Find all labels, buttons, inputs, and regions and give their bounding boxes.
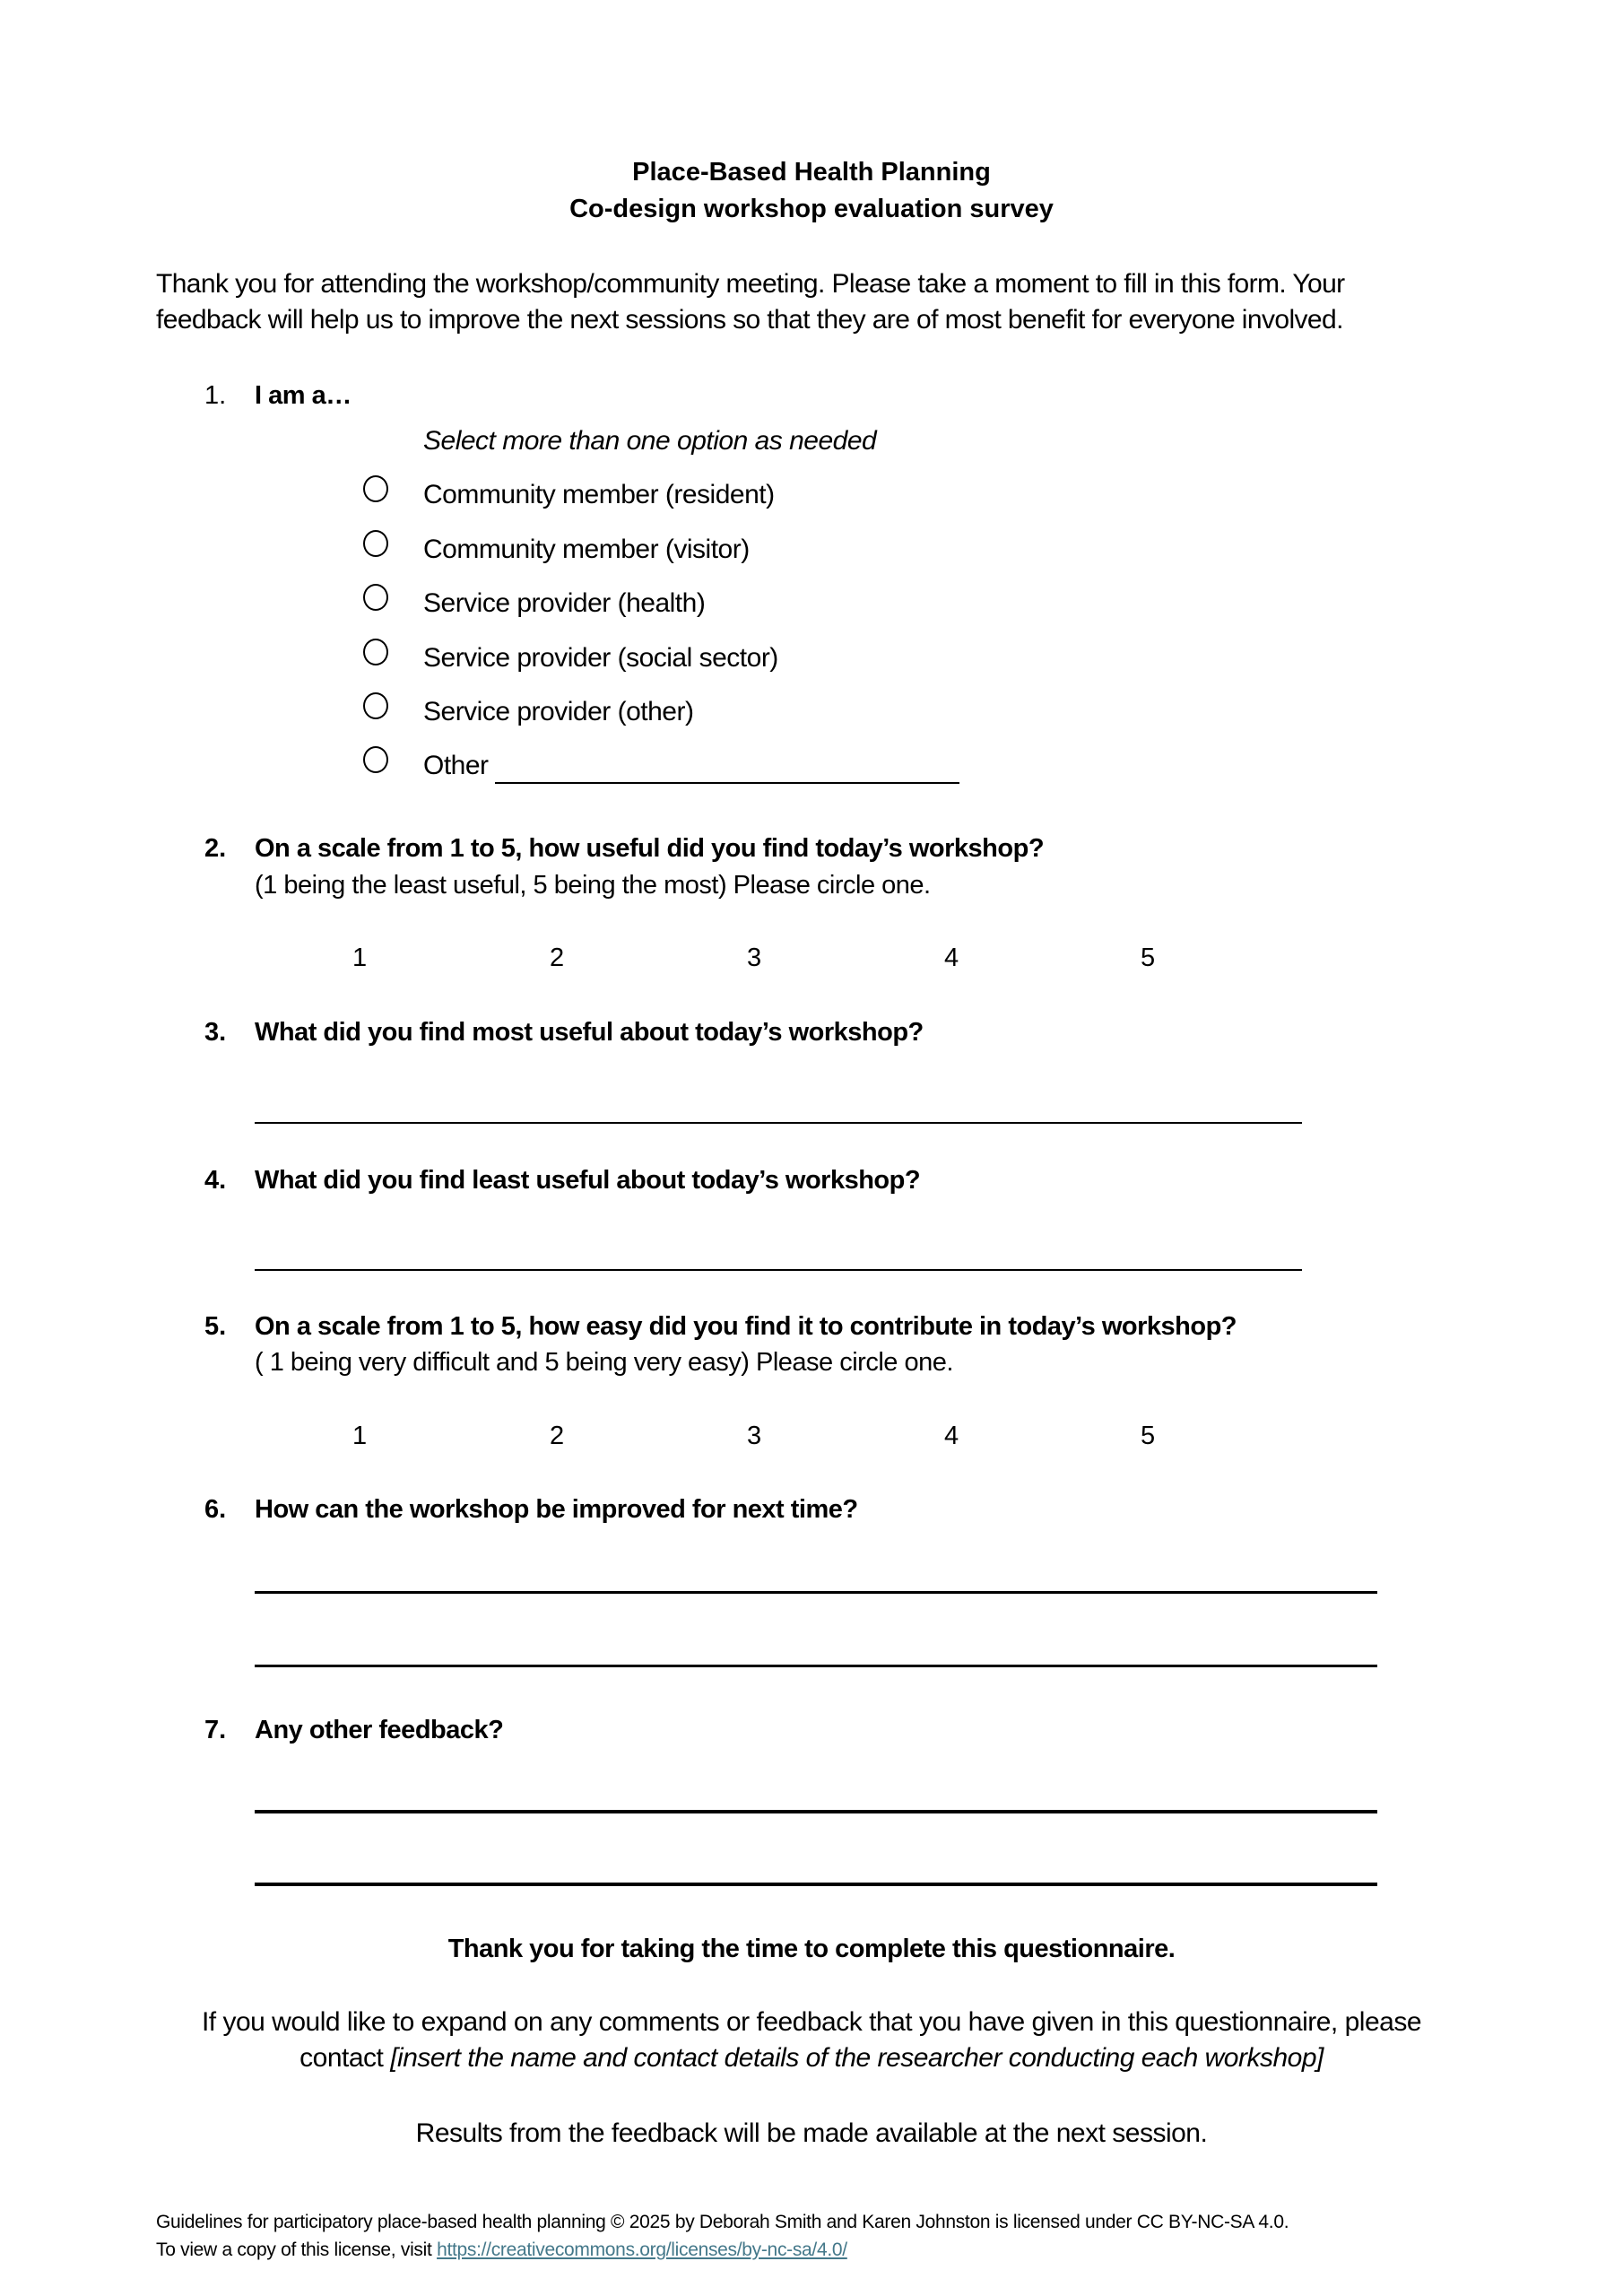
answer-line[interactable] — [255, 1665, 1377, 1667]
question-text: What did you find least useful about today’s workshop? — [255, 1166, 921, 1195]
license-link[interactable]: https://creativecommons.org/licenses/by-nc-sa/4.0/ — [437, 2239, 847, 2260]
question-number: 3. — [204, 1018, 227, 1047]
question-subtext: ( 1 being very difficult and 5 being very easy) Please circle one. — [255, 1348, 953, 1377]
question-text: Any other feedback? — [255, 1716, 504, 1744]
answer-line[interactable] — [255, 1810, 1377, 1813]
license-link-prefix: To view a copy of this license, visit — [156, 2239, 438, 2260]
question-number: 7. — [204, 1716, 227, 1744]
scale-option-2[interactable]: 2 — [550, 944, 565, 972]
scale-option-3[interactable]: 3 — [747, 1422, 762, 1450]
results-note: Results from the feedback will be made available at the next session. — [415, 2118, 1208, 2148]
scale-option-4[interactable]: 4 — [944, 944, 959, 972]
answer-line[interactable] — [255, 1883, 1377, 1886]
question-number: 1. — [204, 381, 227, 410]
answer-line[interactable] — [255, 1122, 1302, 1124]
radio-circle-icon[interactable] — [363, 746, 388, 773]
contact-line-2 — [0, 2043, 1623, 2074]
option-label: Community member (visitor) — [423, 535, 750, 564]
thank-you-message: Thank you for taking the time to complete this questionnaire. — [447, 1935, 1176, 1963]
document-subtitle: Co-design workshop evaluation survey — [569, 195, 1054, 223]
scale-option-1[interactable]: 1 — [352, 944, 368, 972]
question-text: I am a… — [255, 381, 352, 410]
option-label: Other — [423, 751, 489, 780]
contact-line-1: If you would like to expand on any comments or feedback that you have given in this questionnaire, please — [201, 2007, 1422, 2037]
question-number: 6. — [204, 1495, 227, 1524]
scale-option-5[interactable]: 5 — [1141, 1422, 1156, 1450]
answer-line[interactable] — [255, 1269, 1302, 1271]
question-text: How can the workshop be improved for next time? — [255, 1495, 858, 1524]
contact-placeholder: [insert the name and contact details of the researcher conducting each workshop] — [390, 2043, 1324, 2073]
scale-option-5[interactable]: 5 — [1141, 944, 1156, 972]
option-label: Service provider (social sector) — [423, 643, 778, 673]
contact-prefix: contact — [299, 2043, 391, 2073]
option-label: Community member (resident) — [423, 480, 775, 509]
radio-circle-icon[interactable] — [363, 584, 388, 611]
question-subtext: (1 being the least useful, 5 being the most) Please circle one. — [255, 871, 931, 900]
question-hint: Select more than one option as needed — [423, 426, 877, 456]
license-statement: Guidelines for participatory place-based health planning © 2025 by Deborah Smith and Karen Johnston is licensed under CC BY-NC-SA 4.0. — [156, 2212, 1289, 2232]
question-number: 5. — [204, 1312, 227, 1341]
question-text: On a scale from 1 to 5, how useful did you find today’s workshop? — [255, 834, 1045, 863]
question-text: What did you find most useful about today’s workshop? — [255, 1018, 924, 1047]
question-text: On a scale from 1 to 5, how easy did you find it to contribute in today’s workshop? — [255, 1312, 1237, 1341]
radio-circle-icon[interactable] — [363, 530, 388, 557]
scale-option-1[interactable]: 1 — [352, 1422, 368, 1450]
radio-circle-icon[interactable] — [363, 692, 388, 719]
radio-circle-icon[interactable] — [363, 475, 388, 502]
question-number: 4. — [204, 1166, 227, 1195]
other-fill-line[interactable] — [495, 782, 959, 784]
option-label: Service provider (health) — [423, 588, 706, 618]
scale-option-4[interactable]: 4 — [944, 1422, 959, 1450]
scale-option-3[interactable]: 3 — [747, 944, 762, 972]
option-label: Service provider (other) — [423, 697, 694, 726]
document-title: Place-Based Health Planning — [632, 158, 991, 187]
intro-line-1: Thank you for attending the workshop/community meeting. Please take a moment to fill in this form. Your — [156, 269, 1345, 299]
radio-circle-icon[interactable] — [363, 639, 388, 665]
answer-line[interactable] — [255, 1591, 1377, 1594]
intro-line-2: feedback will help us to improve the next sessions so that they are of most benefit for everyone involved. — [156, 305, 1343, 335]
license-link-line — [156, 2239, 847, 2261]
scale-option-2[interactable]: 2 — [550, 1422, 565, 1450]
question-number: 2. — [204, 834, 227, 863]
